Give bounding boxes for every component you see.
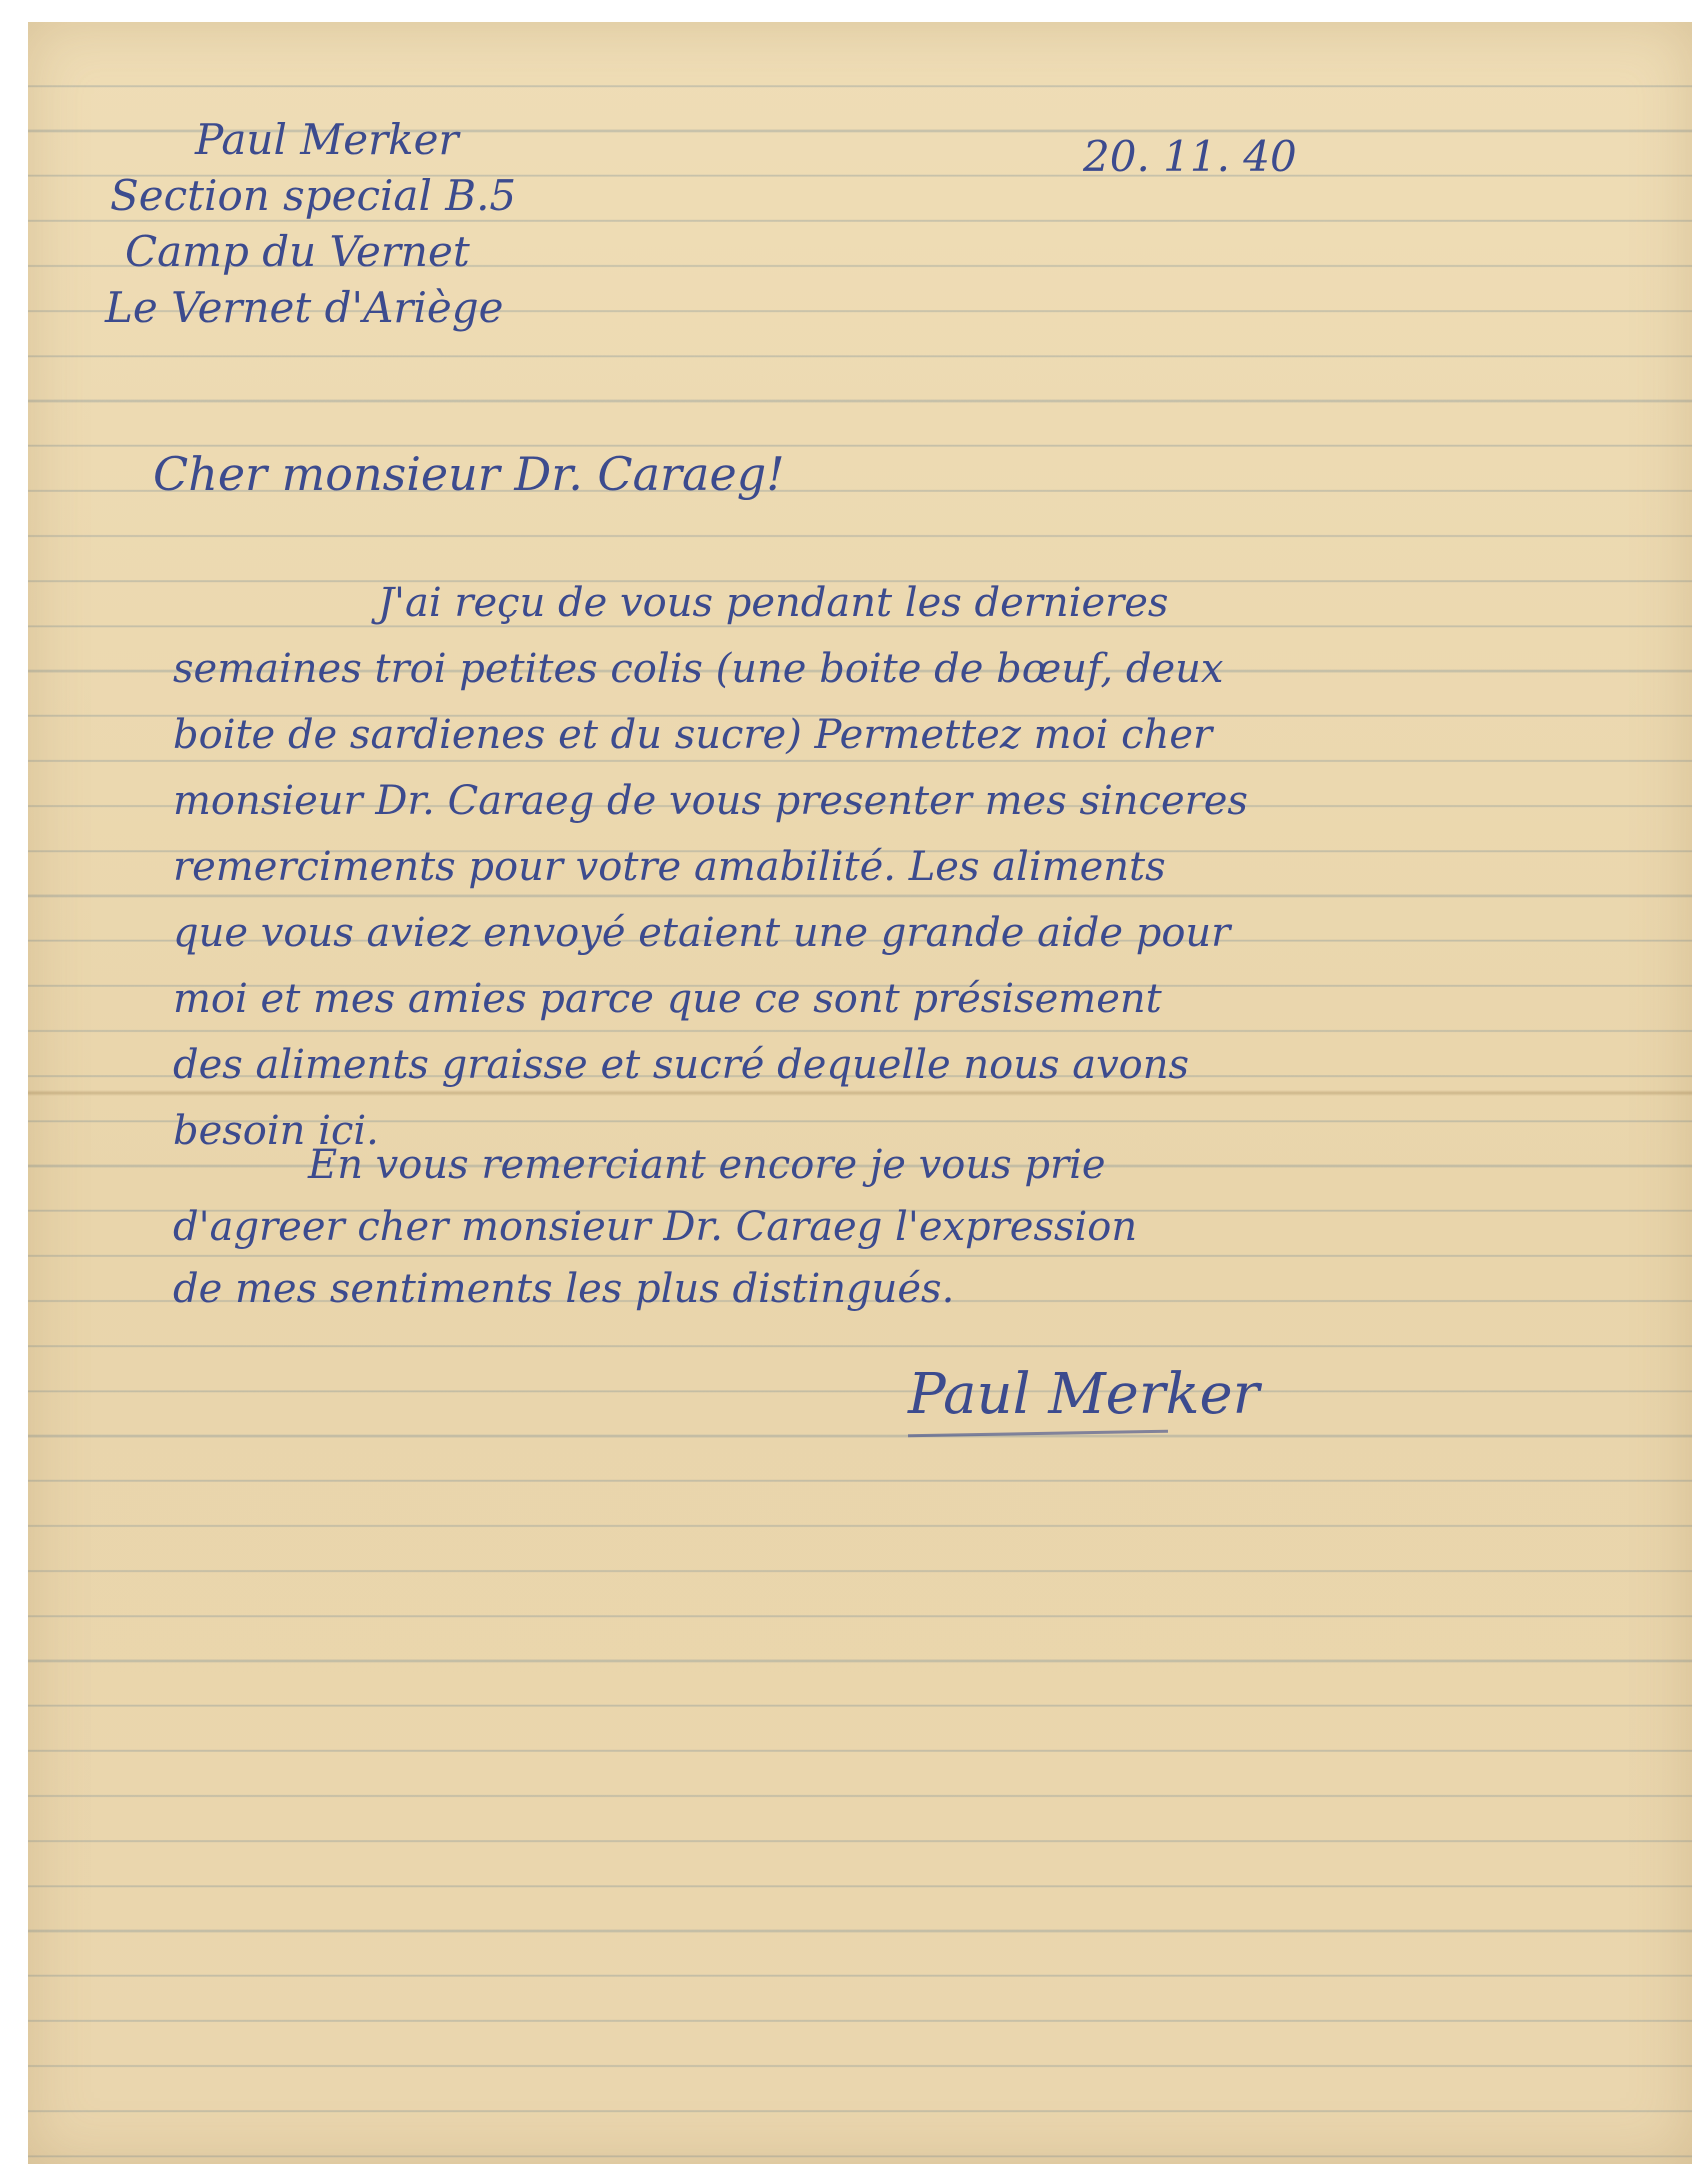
salutation: Cher monsieur Dr. Caraeg!	[153, 447, 785, 501]
closing-line: de mes sentiments les plus distingués.	[173, 1266, 955, 1312]
signature-stroke	[908, 1430, 1168, 1438]
closing-line: d'agreer cher monsieur Dr. Caraeg l'expression	[173, 1204, 1138, 1250]
sender-location: Le Vernet d'Ariège	[105, 283, 504, 332]
sender-section: Section special B.5	[110, 171, 517, 220]
body-line: boite de sardienes et du sucre) Permettez moi cher	[173, 712, 1213, 758]
body-line: J'ai reçu de vous pendant les dernieres	[378, 580, 1169, 626]
sender-address	[100, 112, 516, 336]
body-line: besoin ici.	[173, 1108, 379, 1154]
sender-camp: Camp du Vernet	[125, 227, 470, 276]
letter-page	[28, 22, 1692, 2164]
body-line: moi et mes amies parce que ce sont présisement	[173, 976, 1162, 1022]
sender-name: Paul Merker	[195, 115, 459, 164]
body-line: des aliments graisse et sucré dequelle nous avons	[173, 1042, 1190, 1088]
letter-closing	[173, 1134, 1137, 1320]
closing-line: En vous remerciant encore je vous prie	[308, 1142, 1106, 1188]
body-line: monsieur Dr. Caraeg de vous presenter mes sinceres	[173, 778, 1248, 824]
body-line: semaines troi petites colis (une boite de bœuf, deux	[173, 646, 1224, 692]
body-line: que vous aviez envoyé etaient une grande aide pour	[173, 910, 1231, 956]
letter-body	[173, 570, 1248, 1164]
signature: Paul Merker	[908, 1362, 1260, 1427]
body-line: remerciments pour votre amabilité. Les aliments	[173, 844, 1166, 890]
letter-date: 20. 11. 40	[1083, 132, 1297, 181]
